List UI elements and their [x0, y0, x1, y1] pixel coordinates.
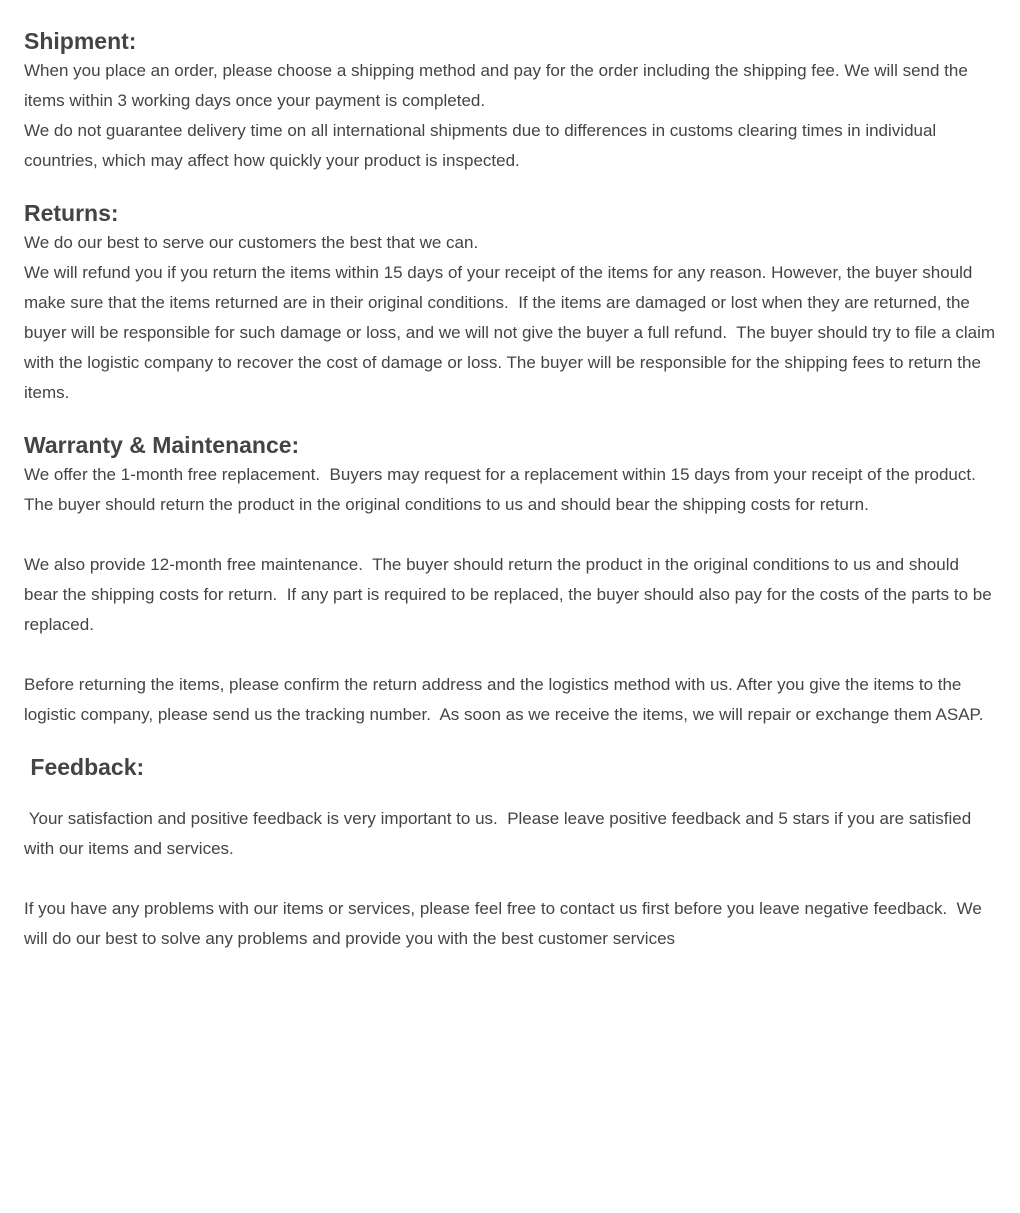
returns-section — [24, 198, 1000, 408]
shipment-paragraph-1: When you place an order, please choose a shipping method and pay for the order including the shipping fee. We will send the items within 3 working days once your payment is completed. — [24, 61, 973, 110]
spacer — [24, 520, 996, 550]
feedback-paragraph-2: If you have any problems with our items or services, please feel free to contact us first before you leave negative feedback. We will do our best to solve any problems and provide you with the best customer services — [24, 899, 987, 948]
warranty-section — [24, 430, 996, 730]
spacer — [24, 176, 996, 198]
returns-paragraph-1: We do our best to serve our customers the best that we can. — [24, 233, 479, 252]
spacer — [24, 864, 996, 894]
returns-heading: Returns: — [24, 200, 119, 226]
spacer — [24, 640, 996, 670]
returns-paragraph-2: We will refund you if you return the items within 15 days of your receipt of the items for any reason. However, the buyer should make sure that the items returned are in their original conditions. If the items are damaged or lost when they are returned, the buyer will be responsible for such damage or loss, and we will not give the buyer a full refund. The buyer should try to file a claim with the logistic company to recover the cost of damage or loss. The buyer will be responsible for the shipping fees to return the items. — [24, 263, 1000, 402]
feedback-paragraph-1: Your satisfaction and positive feedback is very important to us. Please leave positive feedback and 5 stars if you are satisfied with our items and services. — [24, 809, 976, 858]
shipment-heading: Shipment: — [24, 28, 137, 54]
warranty-paragraph-3: Before returning the items, please confirm the return address and the logistics method with us. After you give the items to the logistic company, please send us the tracking number. As soon as we receive the items, we will repair or exchange them ASAP. — [24, 675, 984, 724]
feedback-heading: Feedback: — [24, 754, 145, 780]
shipment-paragraph-2: We do not guarantee delivery time on all international shipments due to differences in customs clearing times in individual countries, which may affect how quickly your product is inspected. — [24, 121, 941, 170]
warranty-paragraph-2: We also provide 12-month free maintenance. The buyer should return the product in the original conditions to us and should bear the shipping costs for return. If any part is required to be replaced, the buyer should also pay for the costs of the parts to be replaced. — [24, 555, 997, 634]
spacer — [24, 782, 996, 804]
shipment-section — [24, 26, 996, 176]
spacer — [24, 408, 996, 430]
spacer — [24, 730, 996, 752]
warranty-paragraph-1: We offer the 1-month free replacement. Buyers may request for a replacement within 15 days from your receipt of the product. The buyer should return the product in the original conditions to us and should bear the shipping costs for return. — [24, 465, 981, 514]
warranty-heading: Warranty & Maintenance: — [24, 432, 300, 458]
feedback-section — [24, 752, 996, 954]
